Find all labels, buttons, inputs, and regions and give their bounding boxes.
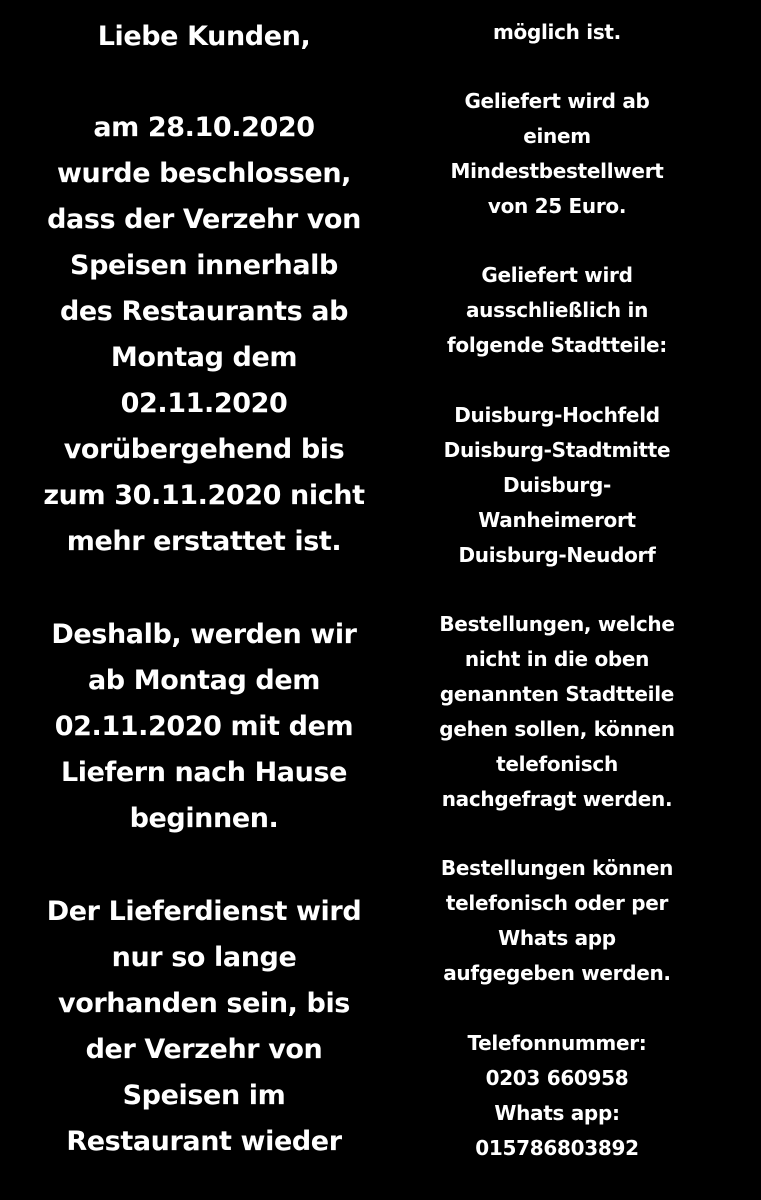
greeting-text: Liebe Kunden, [97,21,311,52]
notice-line: Speisen im [122,1080,286,1111]
notice-line: Deshalb, werden wir [51,619,357,650]
whatsapp-label: Whats app: [494,1101,620,1125]
notice-line: wurde beschlossen, [57,158,351,189]
notice-line: Montag dem [110,342,298,373]
notice-line: aufgegeben werden. [443,961,671,985]
notice-line: telefonisch oder per [445,891,669,915]
notice-line: folgende Stadtteile: [447,333,667,357]
notice-line: Whats app [498,926,616,950]
phone-number: 0203 660958 [485,1066,629,1090]
notice-line: Liefern nach Hause [60,757,348,788]
notice-line: Restaurant wieder [66,1126,342,1157]
notice-line: Der Lieferdienst wird [46,896,362,927]
notice-line: dass der Verzehr von [47,204,361,235]
notice-line: Mindestbestellwert [450,159,664,183]
district-item: Duisburg-Neudorf [458,543,656,567]
notice-line: ausschließlich in [465,298,649,322]
notice-line: 02.11.2020 mit dem [54,711,354,742]
notice-line: Speisen innerhalb [70,250,338,281]
notice-line: ab Montag dem [87,665,320,696]
whatsapp-number: 015786803892 [475,1136,639,1160]
notice-line: telefonisch [496,752,618,776]
notice-line: zum 30.11.2020 nicht [43,480,365,511]
notice-line: Bestellungen können [440,856,674,880]
notice-line: nachgefragt werden. [441,787,673,811]
notice-line: genannten Stadtteile [439,682,675,706]
notice-line: vorübergehend bis [63,434,345,465]
district-item: Duisburg-Stadtmitte [443,438,671,462]
district-item: Duisburg-Hochfeld [454,403,660,427]
phone-label: Telefonnummer: [467,1031,647,1055]
notice-line: beginnen. [129,803,279,834]
notice-line: Geliefert wird ab [464,89,650,113]
notice-line: gehen sollen, können [439,717,675,741]
district-item: Wanheimerort [478,508,636,532]
notice-line: des Restaurants ab [59,296,349,327]
notice-line: Geliefert wird [481,263,633,287]
notice-line: möglich ist. [493,20,621,44]
notice-line: vorhanden sein, bis [58,988,350,1019]
notice-line: Bestellungen, welche [439,612,675,636]
notice-line: von 25 Euro. [487,194,627,218]
notice-line: 02.11.2020 [120,388,288,419]
district-item: Duisburg- [503,473,611,497]
notice-line: am 28.10.2020 [93,112,315,143]
notice-line: nicht in die oben [464,647,650,671]
notice-line: der Verzehr von [85,1034,323,1065]
notice-line: einem [523,124,591,148]
notice-line: nur so lange [111,942,297,973]
notice-line: mehr erstattet ist. [66,526,342,557]
